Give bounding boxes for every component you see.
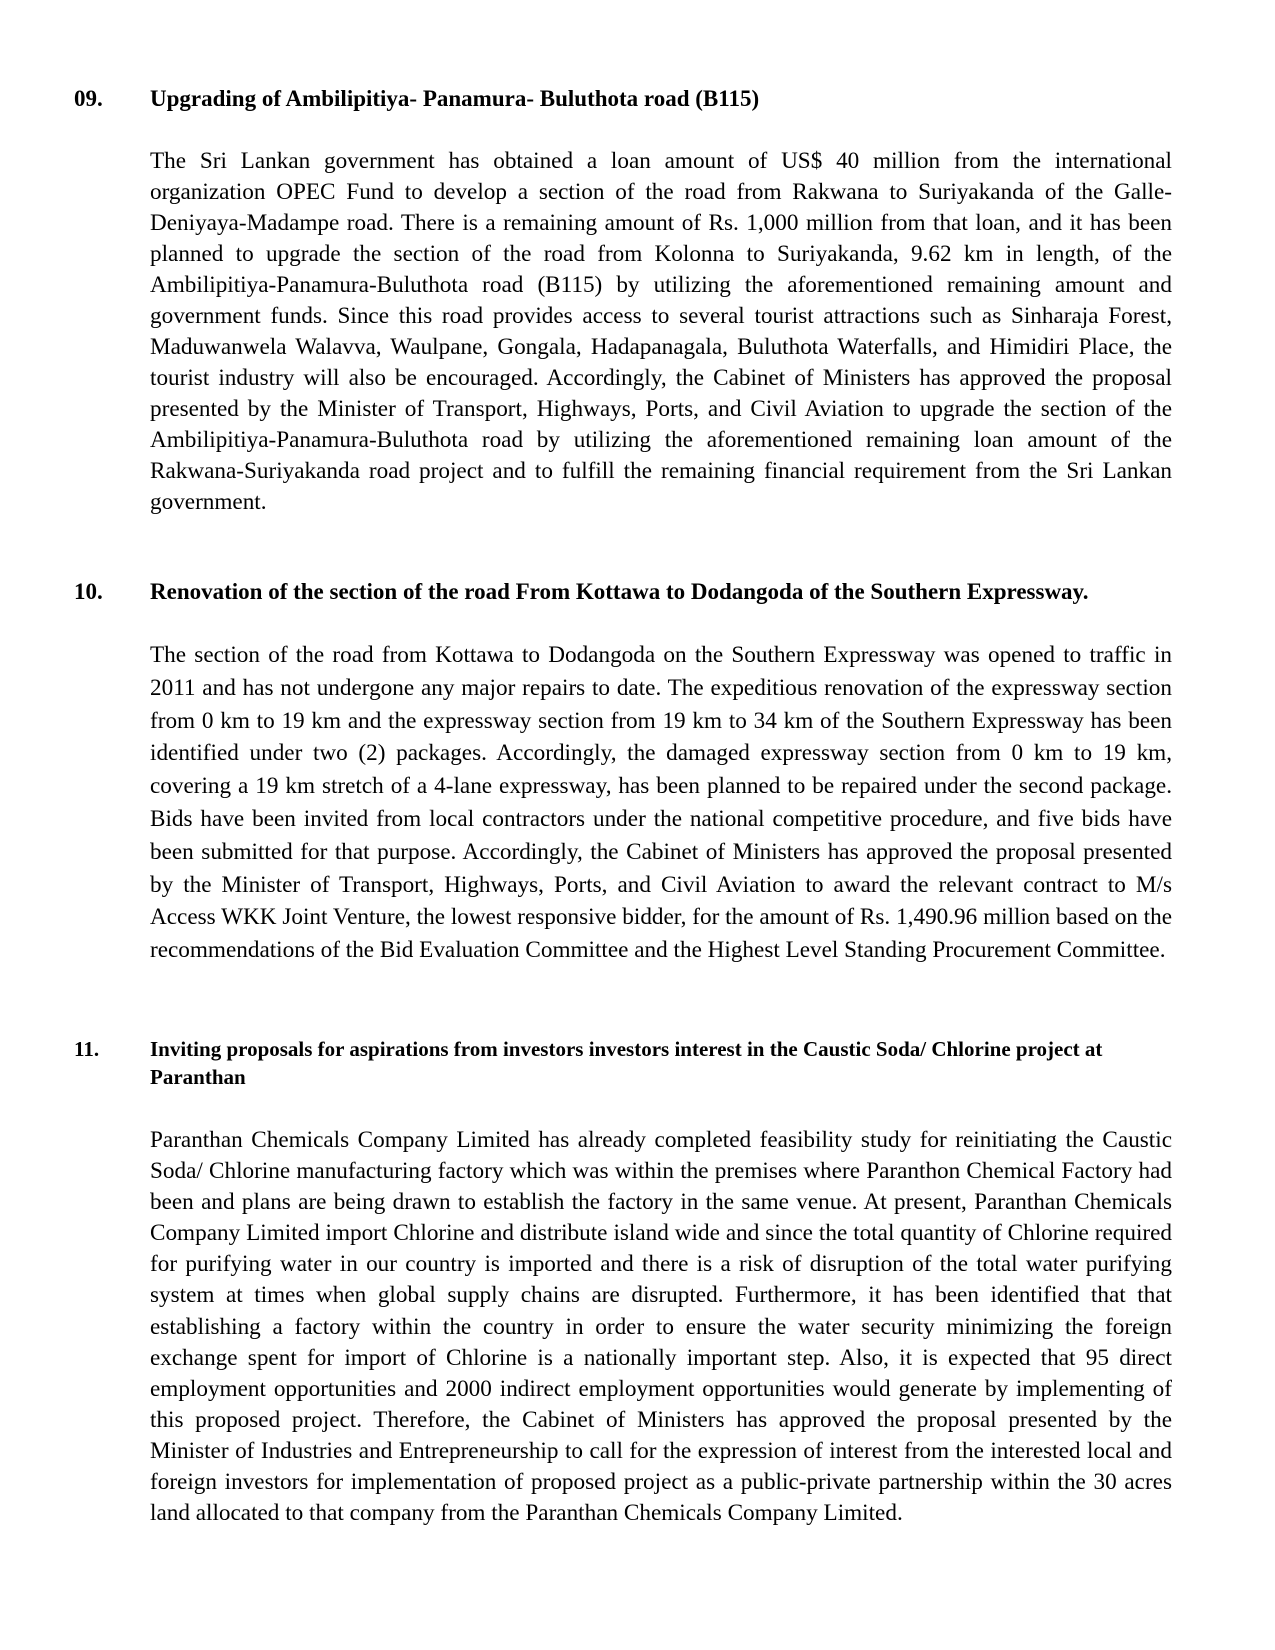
- section-number: 11.: [74, 1037, 100, 1061]
- section-body: [150, 146, 1172, 518]
- section-title: Inviting proposals for aspirations from investors investors interest in the Caustic Soda/ Chlorine project at Paranthan: [150, 1037, 1103, 1089]
- section-title: Renovation of the section of the road From Kottawa to Dodangoda of the Southern Expressway.: [150, 579, 1089, 604]
- section-number: 10.: [74, 579, 103, 604]
- section-number: 09.: [74, 86, 103, 111]
- section-paragraph: The section of the road from Kottawa to Dodangoda on the Southern Expressway was opened to traffic in 2011 and has not undergone any major repairs to date. The expeditious renovation of the expressway section from 0 km to 19 km and the expressway section from 19 km to 34 km of the Southern Expressway has been identified under two (2) packages. Accordingly, the damaged expressway section from 0 km to 19 km, covering a 19 km stretch of a 4-lane expressway, has been planned to be repaired under the second package. Bids have been invited from local contractors under the national competitive procedure, and five bids have been submitted for that purpose. Accordingly, the Cabinet of Ministers has approved the proposal presented by the Minister of Transport, Highways, Ports, and Civil Aviation to award the relevant contract to M/s Access WKK Joint Venture, the lowest responsive bidder, for the amount of Rs. 1,490.96 million based on the recommendations of the Bid Evaluation Committee and the Highest Level Standing Procurement Committee.: [150, 642, 1172, 964]
- section-body: [150, 639, 1172, 967]
- section-paragraph: The Sri Lankan government has obtained a loan amount of US$ 40 million from the international organization OPEC Fund to develop a section of the road from Rakwana to Suriyakanda of the Galle-Deniyaya-Madampe road. There is a remaining amount of Rs. 1,000 million from that loan, and it has been planned to upgrade the section of the road from Kolonna to Suriyakanda, 9.62 km in length, of the Ambilipitiya-Panamura-Buluthota road (B115) by utilizing the aforementioned remaining amount and government funds. Since this road provides access to several tourist attractions such as Sinharaja Forest, Maduwanwela Walavva, Waulpane, Gongala, Hadapanagala, Buluthota Waterfalls, and Himidiri Place, the tourist industry will also be encouraged. Accordingly, the Cabinet of Ministers has approved the proposal presented by the Minister of Transport, Highways, Ports, and Civil Aviation to upgrade the section of the Ambilipitiya-Panamura-Buluthota road by utilizing the aforementioned remaining loan amount of the Rakwana-Suriyakanda road project and to fulfill the remaining financial requirement from the Sri Lankan government.: [150, 148, 1172, 515]
- section-paragraph: Paranthan Chemicals Company Limited has already completed feasibility study for reinitiating the Caustic Soda/ Chlorine manufacturing factory which was within the premises where Paranthon Chemical Factory had been and plans are being drawn to establish the factory in the same venue. At present, Paranthan Chemicals Company Limited import Chlorine and distribute island wide and since the total quantity of Chlorine required for purifying water in our country is imported and there is a risk of disruption of the total water purifying system at times when global supply chains are disrupted. Furthermore, it has been identified that that establishing a factory within the country in order to ensure the water security minimizing the foreign exchange spent for import of Chlorine is a nationally important step. Also, it is expected that 95 direct employment opportunities and 2000 indirect employment opportunities would generate by implementing of this proposed project. Therefore, the Cabinet of Ministers has approved the proposal presented by the Minister of Industries and Entrepreneurship to call for the expression of interest from the interested local and foreign investors for implementation of proposed project as a public-private partnership within the 30 acres land allocated to that company from the Paranthan Chemicals Company Limited.: [150, 1127, 1172, 1527]
- section-body: [150, 1125, 1172, 1529]
- section-title: Upgrading of Ambilipitiya- Panamura- Buluthota road (B115): [150, 86, 760, 111]
